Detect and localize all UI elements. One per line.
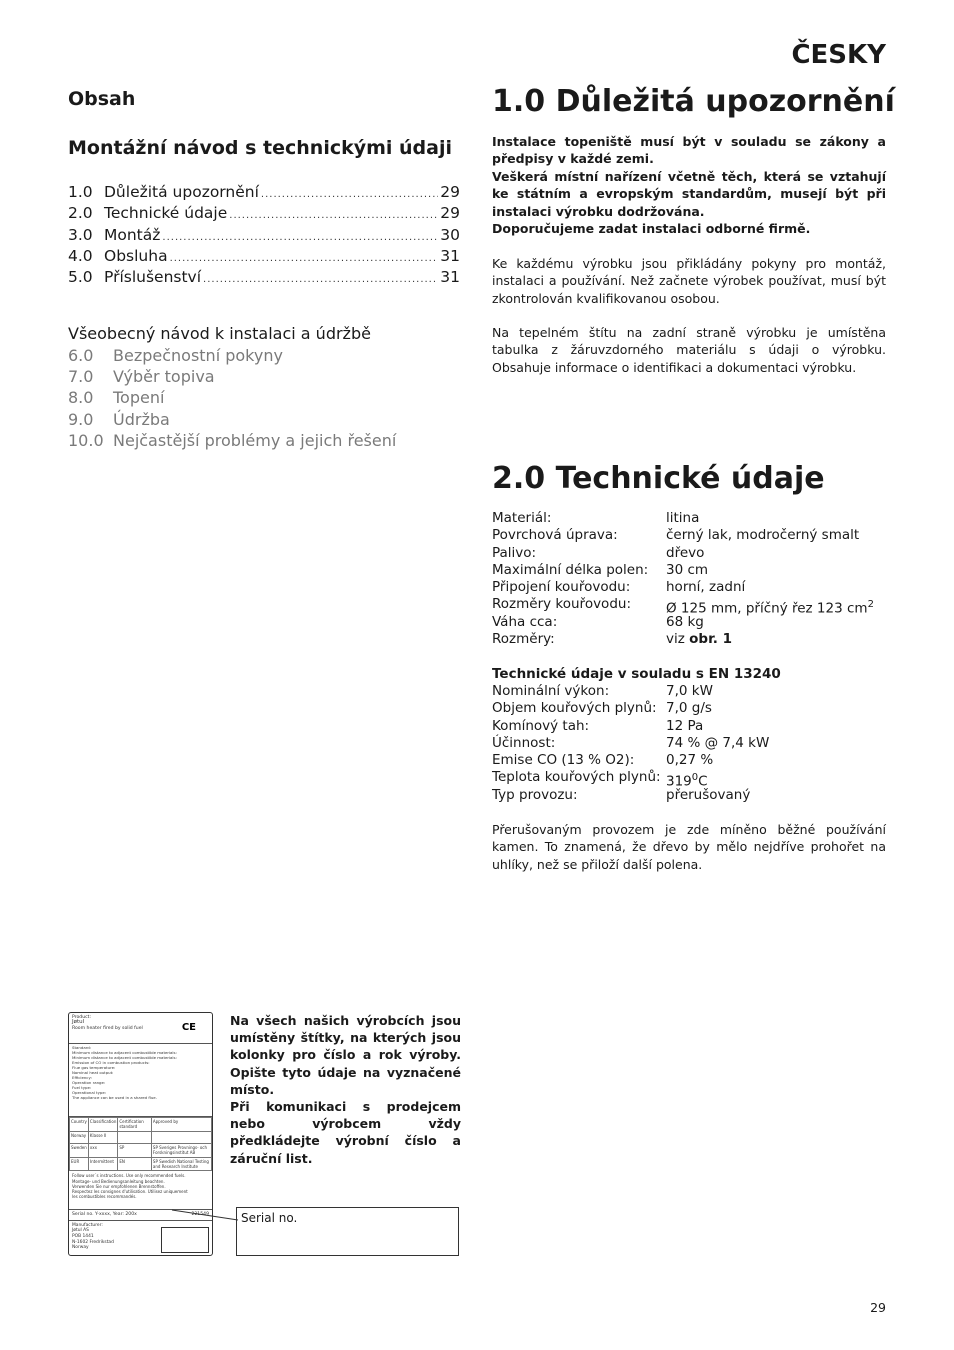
section1-title: 1.0 Důležitá upozornění [492, 84, 895, 119]
operation-note: Přerušovaným provozem je zde míněno běžné používání kamen. To znamená, že dřevo by mělo nejdříve prohořet na uhlíky, než se přiloží další polena. [492, 822, 886, 872]
general-toc-entry [68, 346, 396, 367]
spec-row [492, 596, 874, 617]
general-toc-list [68, 346, 396, 452]
plate-serial-code: 221549 [191, 1212, 209, 1218]
plate-approval-table: Country Classification Certification standard Approved by Norway Klasse II Sweden xxx SP SP Sveriges Provnings- och Forskningsinstitut AB EUR Intermittent EN SP Swedish National Testing and Research Institute [69, 1117, 212, 1171]
toc-page: 31 [440, 268, 460, 287]
spec-label: Váha cca: [492, 613, 558, 630]
spec-row [492, 769, 769, 790]
spec-row [492, 527, 874, 544]
spec-value: 0,27 % [666, 752, 714, 769]
spec-label: Nominální výkon: [492, 683, 610, 699]
toc-number: 2.0 [68, 204, 93, 223]
section1-warning [492, 133, 886, 237]
plate-description-paragraph: Při komunikaci s prodejcem nebo výrobcem vždy předkládejte výrobní číslo a záruční list. [230, 1099, 461, 1166]
spec-label: Teplota kouřových plynů: [492, 769, 661, 786]
toc-label: Výběr topiva [113, 367, 215, 387]
toc-number: 6.0 [68, 346, 94, 365]
toc-page: 29 [440, 183, 460, 201]
spec-label: Připojení kouřovodu: [492, 579, 631, 596]
section2-title: 2.0 Technické údaje [492, 461, 825, 496]
toc-label: Nejčastější problémy a jejich řešení [113, 430, 397, 450]
spec-row [492, 718, 769, 735]
toc-leader [203, 274, 438, 285]
toc-number: 9.0 [68, 409, 94, 429]
en-spec-table [492, 683, 769, 804]
plate-description-paragraph: Na všech našich výrobcích jsou umístěny štítky, na kterých jsou kolonky pro číslo a rok výroby. Opište tyto údaje na vyznačené místo. [230, 1013, 461, 1097]
spec-label: Rozměry: [492, 631, 555, 648]
spec-value: Ø 125 mm, příčný řez 123 $cm^2$ [666, 599, 874, 617]
toc-label: Topení [113, 388, 165, 408]
spec-row [492, 545, 874, 562]
spec-value: viz obr. 1 [666, 631, 733, 648]
toc-label: Údržba [113, 409, 170, 429]
plate-standard: Standard: Minimum distance to adjacent combustible materials: Minimum distance to adjacent combustible materials: Emission of CO in combustion products: Flue gas temperature: Nominal heat output: Efficiency: Operation range: Fuel type: Operational type: The appliance can be used in a shared flue. [69, 1044, 212, 1117]
spec-row [492, 735, 769, 752]
plate-description [230, 1012, 461, 1167]
spec-row [492, 700, 769, 717]
toc-entry[interactable] [68, 226, 460, 247]
plate-product-desc: Room heater fired by solid fuel [72, 1025, 143, 1031]
toc-number: 3.0 [68, 225, 93, 244]
spec-label: Palivo: [492, 544, 537, 561]
manual-heading: Montážní návod s technickými údaji [68, 137, 453, 159]
plate-serial-line: Serial no. Y-xxxx, Year: 200x [72, 1212, 137, 1218]
spec-row [492, 787, 769, 804]
serial-pointer-line [170, 1205, 240, 1225]
toc-number: 10.0 [68, 430, 104, 450]
toc-number: 4.0 [68, 246, 93, 265]
toc-label: Příslušenství [104, 268, 202, 287]
spec-row [492, 631, 874, 648]
serial-number-box [236, 1207, 459, 1256]
plate-manufacturer: Manufacturer: Jøtul AS POB 1441 N-1602 Fredrikstad Norway [72, 1222, 114, 1251]
spec-label: Komínový tah: [492, 717, 590, 734]
spec-label: Materiál: [492, 510, 552, 526]
spec-row [492, 562, 874, 579]
toc-entry[interactable] [68, 268, 460, 289]
toc-label: Technické údaje [104, 204, 228, 223]
language-label: ČESKY [791, 40, 886, 70]
serial-number-label: Serial no. [241, 1211, 298, 1225]
warning-line: Doporučujeme zadat instalaci odborné firmě. [492, 221, 811, 237]
toc-list [68, 183, 460, 289]
plate-product-name: Jøtul [72, 1019, 85, 1026]
spec-label: Účinnost: [492, 734, 556, 751]
figure-reference: obr. 1 [689, 631, 733, 648]
toc-leader [261, 189, 438, 200]
toc-entry[interactable] [68, 183, 460, 204]
plate-product-label: Product: [72, 1015, 91, 1020]
toc-entry[interactable] [68, 247, 460, 268]
spec-value: 30 cm [666, 561, 709, 578]
toc-label: Obsluha [104, 246, 168, 265]
toc-number: 5.0 [68, 268, 93, 287]
spec-value: 7,0 g/s [666, 700, 712, 717]
spec-value: přerušovaný [666, 786, 751, 803]
spec-label: Rozměry kouřovodu: [492, 596, 631, 613]
plate-stamp-box [161, 1227, 209, 1253]
spec-value: 74 % @ 7,4 kW [666, 734, 770, 751]
spec-row [492, 683, 769, 700]
toc-leader [170, 253, 439, 264]
plate-instructions: Follow user´s instructions. Use only recommended fuels. Montage- und Bedienungsanleitung beachten. Verwenden Sie nur empfohlenen Brennstoffen. Respectez les consignes d'utilisation. Utilisez uniquement les combustibles recommandés. [69, 1171, 212, 1210]
spec-row [492, 510, 874, 527]
spec-label: Typ provozu: [492, 786, 578, 803]
warning-line: Veškerá místní nařízení včetně těch, která se vztahují ke státním a evropským standardům, musejí být při instalaci výrobku dodržována. [492, 168, 886, 219]
toc-entry[interactable] [68, 204, 460, 225]
toc-number: 1.0 [68, 183, 93, 201]
spec-label: Emise CO (13 % O2): [492, 752, 635, 769]
spec-row [492, 579, 874, 596]
toc-number: 7.0 [68, 367, 94, 387]
plate-product [69, 1013, 212, 1044]
toc-page: 30 [440, 225, 460, 244]
section1-paragraph: Na tepelném štítu na zadní straně výrobku je umístěna tabulka z žáruvzdorného materiálu s údaji o výrobku. Obsahuje informace o identifikaci a dokumentaci výrobku. [492, 325, 886, 375]
toc-page: 29 [440, 204, 460, 223]
general-toc-entry [68, 388, 396, 409]
spec-value: horní, zadní [666, 579, 746, 596]
spec-value: 12 Pa [666, 717, 704, 734]
spec-value: 68 kg [666, 613, 704, 630]
spec-label: Objem kouřových plynů: [492, 700, 657, 717]
contents-heading: Obsah [68, 88, 136, 110]
toc-page: 31 [440, 246, 460, 265]
spec-value: černý lak, modročerný smalt [666, 527, 860, 544]
spec-row [492, 752, 769, 769]
warning-line: Instalace topeniště musí být v souladu se zákony a předpisy v každé zemi. [492, 134, 886, 167]
toc-label: Bezpečnostní pokyny [113, 346, 283, 365]
en-standard-heading: Technické údaje v souladu s EN 13240 [492, 666, 781, 682]
spec-value: $319^0C$ [666, 772, 708, 790]
general-toc-entry [68, 410, 396, 431]
general-toc-entry [68, 367, 396, 388]
spec-table [492, 510, 874, 648]
spec-label: Povrchová úprava: [492, 527, 618, 544]
general-manual-heading: Všeobecný návod k instalaci a údržbě [68, 324, 371, 343]
ce-mark-icon: CE [181, 1022, 196, 1033]
spec-value: dřevo [666, 544, 705, 561]
toc-label: Důležitá upozornění [104, 183, 259, 201]
page-number: 29 [870, 1300, 886, 1315]
toc-leader [229, 210, 438, 221]
toc-number: 8.0 [68, 388, 94, 408]
spec-value: litina [666, 510, 700, 526]
general-toc-entry [68, 431, 396, 452]
toc-label: Montáž [104, 225, 161, 244]
spec-value: 7,0 kW [666, 683, 713, 699]
section1-paragraph: Ke každému výrobku jsou přikládány pokyny pro montáž, instalaci a používání. Než začnete výrobek používat, musí být zkontrolován kvalifikovanou osobou. [492, 256, 886, 306]
spec-label: Maximální délka polen: [492, 561, 649, 578]
toc-leader [162, 232, 438, 243]
